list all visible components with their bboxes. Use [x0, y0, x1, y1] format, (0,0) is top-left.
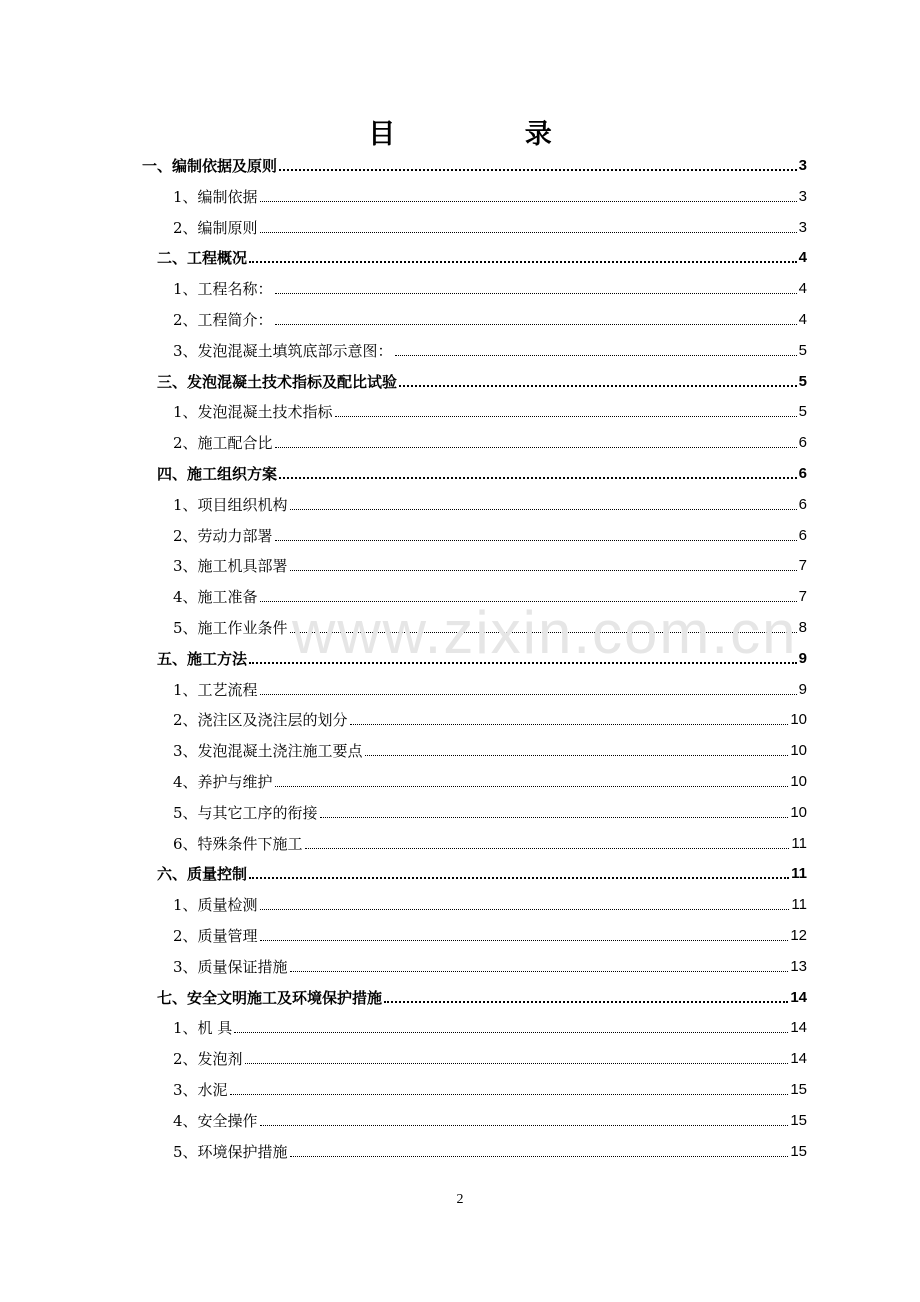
toc-entry-page: 10	[790, 803, 807, 821]
toc-entry-page: 3	[798, 218, 807, 236]
toc-subsection-entry[interactable]	[173, 1076, 807, 1100]
toc-entry-page: 7	[798, 588, 807, 606]
toc-entry-label: 3、发泡混凝土填筑底部示意图：	[173, 341, 393, 360]
toc-entry-label: 4、施工准备	[173, 588, 258, 607]
toc-entry-label: 五、施工方法	[157, 649, 248, 668]
toc-entry-page: 6	[798, 465, 807, 482]
watermark: www.zixin.com.cn	[292, 599, 798, 666]
toc-entry-page: 3	[798, 157, 807, 174]
toc-subsection-entry[interactable]	[173, 676, 807, 700]
toc-entry-label: 1、质量检测	[173, 896, 258, 915]
toc-dot-leader	[275, 785, 789, 787]
toc-subsection-entry[interactable]	[173, 1014, 807, 1038]
toc-dot-leader	[399, 384, 797, 387]
toc-entry-page: 9	[798, 649, 807, 667]
toc-dot-leader	[384, 1000, 788, 1003]
toc-entry-label: 2、编制原则	[173, 218, 258, 237]
toc-subsection-entry[interactable]	[173, 214, 807, 238]
toc-subsection-entry[interactable]	[173, 183, 807, 207]
toc-section-entry[interactable]	[157, 460, 807, 484]
toc-entry-label: 2、劳动力部署	[173, 526, 273, 545]
toc-entry-page: 11	[791, 896, 807, 914]
toc-dot-leader	[395, 354, 797, 356]
toc-entry-label: 三、发泡混凝土技术指标及配比试验	[157, 372, 398, 391]
toc-dot-leader	[260, 908, 790, 910]
toc-dot-leader	[260, 231, 797, 233]
toc-entry-label: 1、工艺流程	[173, 680, 258, 699]
toc-subsection-entry[interactable]	[173, 922, 807, 946]
toc-entry-label: 4、安全操作	[173, 1111, 258, 1130]
toc-dot-leader	[275, 446, 797, 448]
toc-subsection-entry[interactable]	[173, 706, 807, 730]
toc-subsection-entry[interactable]	[173, 522, 807, 546]
toc-subsection-entry[interactable]	[173, 337, 807, 361]
toc-dot-leader	[350, 723, 789, 725]
toc-subsection-entry[interactable]	[173, 1138, 807, 1162]
toc-entry-label: 1、机 具	[173, 1019, 233, 1038]
toc-entry-page: 5	[798, 403, 807, 421]
toc-subsection-entry[interactable]	[173, 891, 807, 915]
toc-entry-label: 3、水泥	[173, 1081, 228, 1099]
toc-dot-leader	[249, 260, 797, 263]
page-number: 2	[456, 1192, 464, 1207]
toc-entry-page: 4	[798, 280, 807, 298]
toc-entry-page: 12	[790, 927, 807, 944]
toc-entry-label: 4、养护与维护	[173, 773, 273, 791]
toc-entry-label: 六、质量控制	[157, 865, 248, 884]
toc-entry-page: 4	[798, 249, 807, 267]
toc-subsection-entry[interactable]	[173, 275, 807, 299]
toc-entry-page: 5	[798, 341, 807, 359]
toc-subsection-entry[interactable]	[173, 768, 807, 792]
toc-entry-page: 6	[798, 434, 807, 452]
toc-entry-page: 6	[798, 495, 807, 513]
toc-entry-label: 二、工程概况	[157, 249, 248, 268]
toc-section-entry[interactable]	[157, 368, 807, 392]
toc-entry-label: 1、编制依据	[173, 187, 258, 206]
toc-entry-page: 11	[791, 865, 807, 883]
toc-entry-label: 5、施工作业条件	[173, 619, 288, 637]
toc-section-entry[interactable]	[157, 860, 807, 884]
toc-dot-leader	[305, 847, 790, 849]
toc-dot-leader	[335, 415, 797, 417]
toc-dot-leader	[290, 569, 797, 571]
toc-dot-leader	[260, 200, 797, 202]
toc-entry-page: 15	[790, 1142, 807, 1160]
toc-entry-page: 3	[798, 187, 807, 205]
toc-entry-page: 7	[798, 557, 807, 575]
toc-entry-page: 10	[790, 742, 807, 760]
toc-dot-leader	[234, 1031, 788, 1033]
toc-dot-leader	[290, 508, 797, 510]
toc-dot-leader	[365, 754, 789, 756]
toc-entry-label: 5、与其它工序的衔接	[173, 803, 318, 822]
toc-entry-label: 四、施工组织方案	[157, 465, 278, 483]
toc-entry-label: 2、工程简介：	[173, 311, 273, 329]
toc-subsection-entry[interactable]	[173, 429, 807, 453]
toc-entry-label: 一、编制依据及原则	[142, 157, 278, 175]
toc-entry-page: 6	[798, 526, 807, 544]
toc-dot-leader	[260, 693, 797, 695]
toc-subsection-entry[interactable]	[173, 491, 807, 515]
toc-dot-leader	[260, 1124, 789, 1126]
toc-dot-leader	[230, 1093, 789, 1095]
toc-subsection-entry[interactable]	[173, 799, 807, 823]
toc-subsection-entry[interactable]	[173, 953, 807, 977]
toc-entry-page: 11	[791, 834, 807, 852]
toc-entry-label: 2、浇注区及浇注层的划分	[173, 711, 348, 730]
toc-entry-page: 10	[790, 773, 807, 790]
toc-entry-page: 15	[790, 1081, 807, 1098]
toc-entry-page: 10	[790, 711, 807, 729]
toc-entry-label: 1、工程名称：	[173, 280, 273, 299]
toc-entry-page: 14	[790, 1050, 807, 1068]
toc-subsection-entry[interactable]	[173, 552, 807, 576]
toc-entry-label: 3、质量保证措施	[173, 957, 288, 976]
toc-subsection-entry[interactable]	[173, 830, 807, 854]
toc-entry-label: 6、特殊条件下施工	[173, 834, 303, 853]
toc-entry-page: 4	[798, 311, 807, 328]
toc-entry-page: 5	[798, 372, 807, 390]
toc-dot-leader	[275, 323, 797, 325]
toc-entry-label: 1、发泡混凝土技术指标	[173, 403, 333, 422]
toc-subsection-entry[interactable]	[173, 1107, 807, 1131]
toc-dot-leader	[279, 476, 797, 479]
toc-dot-leader	[249, 876, 789, 879]
toc-entry-page: 13	[790, 957, 807, 975]
toc-subsection-entry[interactable]	[173, 306, 807, 330]
toc-entry-label: 3、发泡混凝土浇注施工要点	[173, 742, 363, 761]
toc-dot-leader	[290, 970, 789, 972]
toc-dot-leader	[275, 539, 797, 541]
toc-entry-label: 七、安全文明施工及环境保护措施	[157, 988, 383, 1007]
toc-entry-label: 1、项目组织机构	[173, 495, 288, 514]
toc-entry-page: 14	[790, 1019, 807, 1037]
toc-entry-page: 14	[790, 988, 807, 1006]
toc-section-entry[interactable]	[157, 984, 807, 1008]
toc-subsection-entry[interactable]	[173, 1045, 807, 1069]
toc-dot-leader	[245, 1062, 789, 1064]
toc-entry-page: 8	[798, 619, 807, 636]
toc-entry-label: 5、环境保护措施	[173, 1142, 288, 1161]
toc-subsection-entry[interactable]	[173, 737, 807, 761]
toc-dot-leader	[290, 1155, 789, 1157]
toc-subsection-entry[interactable]	[173, 398, 807, 422]
toc-dot-leader	[279, 168, 797, 171]
toc-entry-label: 3、施工机具部署	[173, 557, 288, 576]
toc-dot-leader	[275, 292, 797, 294]
toc-entry-label: 2、施工配合比	[173, 434, 273, 453]
toc-dot-leader	[260, 939, 789, 941]
toc-entry-label: 2、发泡剂	[173, 1050, 243, 1069]
page-title: 目 录	[368, 119, 612, 150]
toc-entry-page: 9	[798, 680, 807, 698]
toc-section-entry[interactable]	[157, 244, 807, 268]
toc-entry-label: 2、质量管理	[173, 927, 258, 945]
toc-entry-page: 15	[790, 1111, 807, 1129]
toc-dot-leader	[320, 816, 789, 818]
toc-section-entry[interactable]	[142, 152, 807, 176]
